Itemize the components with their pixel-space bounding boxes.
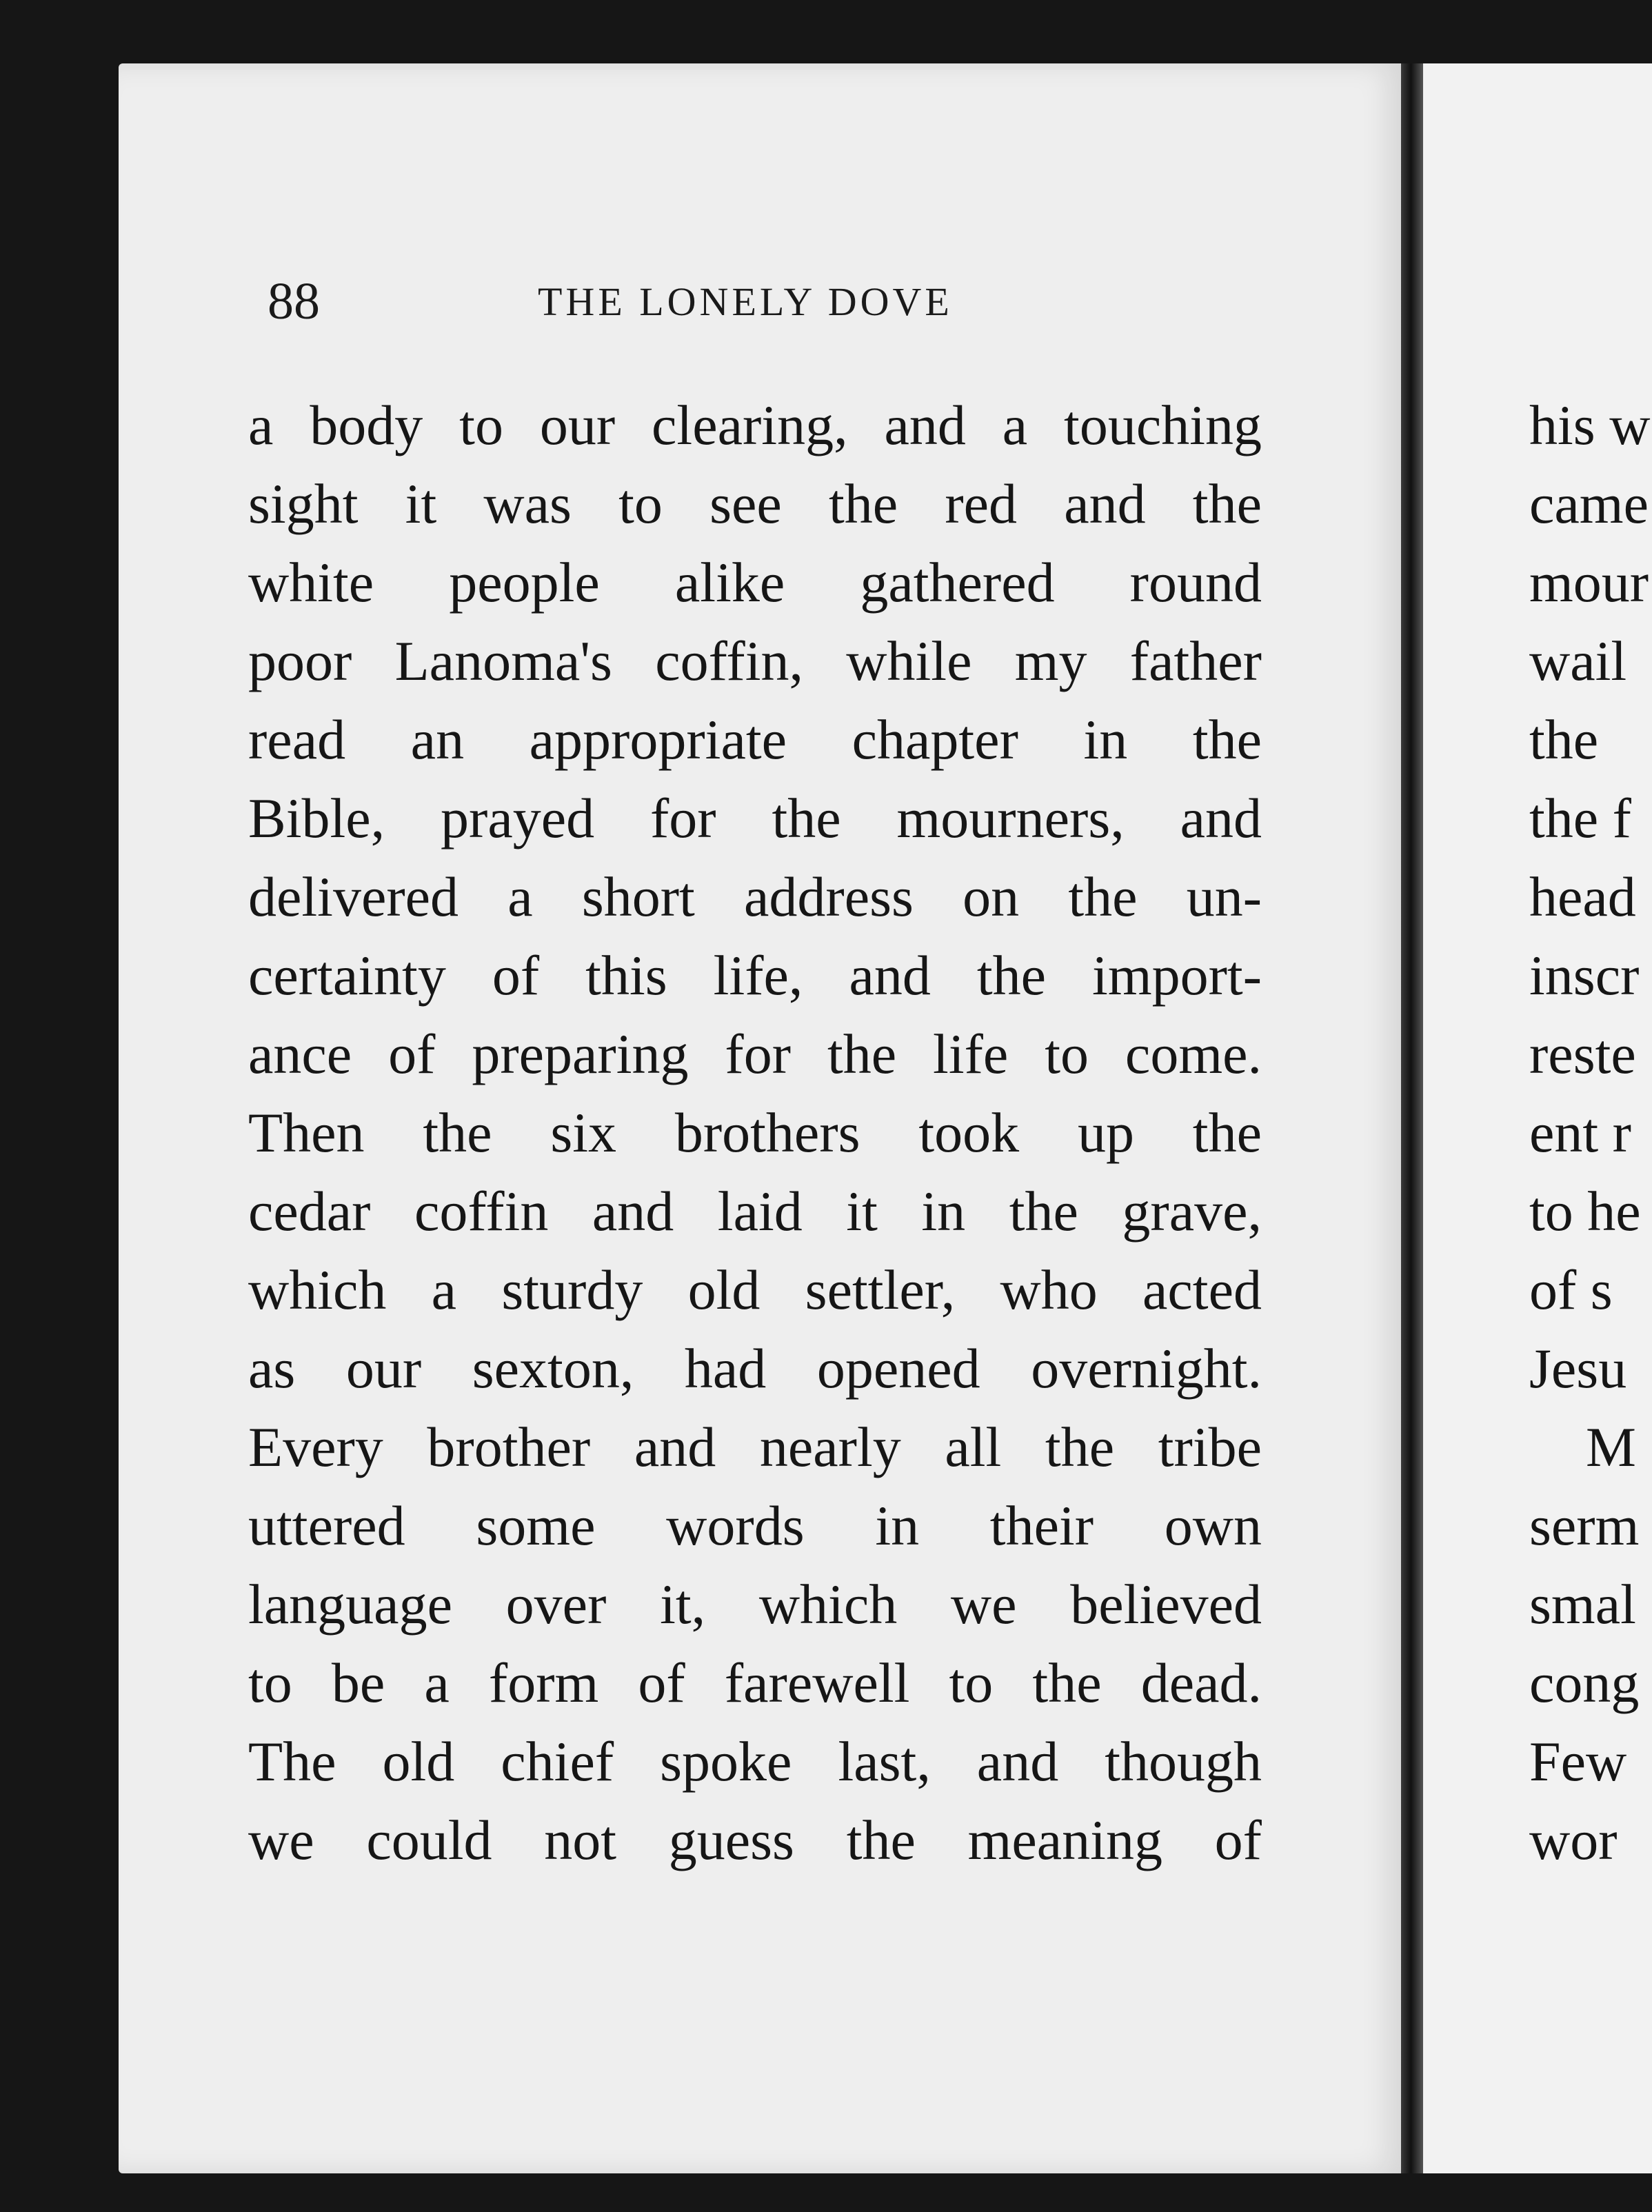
right-text-line: ent r xyxy=(1529,1101,1631,1164)
right-text-line: to he xyxy=(1529,1180,1641,1243)
text-line: Then the six brothers took up the xyxy=(248,1101,1262,1164)
text-line: delivered a short address on the un- xyxy=(248,865,1262,928)
right-page xyxy=(1423,63,1652,2173)
right-text-line: wail xyxy=(1529,630,1627,692)
right-text-line: Jesu xyxy=(1529,1337,1627,1400)
text-line: white people alike gathered round xyxy=(248,551,1262,614)
body-text xyxy=(248,386,1262,1880)
text-line: language over it, which we believed xyxy=(248,1573,1262,1636)
right-text-line: came xyxy=(1529,472,1649,535)
text-line: Bible, prayed for the mourners, and xyxy=(248,787,1262,849)
right-text-line: M xyxy=(1586,1416,1636,1478)
text-line: Every brother and nearly all the tribe xyxy=(248,1416,1262,1478)
right-text-line: mour xyxy=(1529,551,1649,614)
text-line: certainty of this life, and the import- xyxy=(248,944,1262,1007)
right-text-line: Few xyxy=(1529,1730,1627,1793)
right-text-line: cong xyxy=(1529,1651,1640,1714)
text-line: uttered some words in their own xyxy=(248,1494,1262,1557)
running-head xyxy=(268,270,1267,332)
text-line: ance of preparing for the life to come. xyxy=(248,1023,1262,1085)
right-page-text xyxy=(1529,386,1652,1880)
right-text-line: inscr xyxy=(1529,944,1640,1007)
running-title: THE LONELY DOVE xyxy=(538,279,953,324)
right-text-line: the f xyxy=(1529,787,1631,849)
book-gutter xyxy=(1401,63,1423,2173)
text-line: which a sturdy old settler, who acted xyxy=(248,1258,1262,1321)
text-line: read an appropriate chapter in the xyxy=(248,708,1262,771)
right-text-line: reste xyxy=(1529,1023,1636,1085)
page-number: 88 xyxy=(268,272,320,330)
text-line: a body to our clearing, and a touching xyxy=(248,394,1262,456)
text-line: to be a form of farewell to the dead. xyxy=(248,1651,1262,1714)
right-text-line: wor xyxy=(1529,1809,1618,1871)
text-line: we could not guess the meaning of xyxy=(248,1809,1262,1871)
text-line: as our sexton, had opened overnight. xyxy=(248,1337,1262,1400)
right-text-line: of s xyxy=(1529,1258,1613,1321)
text-line: The old chief spoke last, and though xyxy=(248,1730,1262,1793)
text-line: sight it was to see the red and the xyxy=(248,472,1262,535)
text-line: cedar coffin and laid it in the grave, xyxy=(248,1180,1262,1243)
right-text-line: the xyxy=(1529,708,1599,771)
text-line: poor Lanoma's coffin, while my father xyxy=(248,630,1262,692)
right-text-line: smal xyxy=(1529,1573,1636,1636)
right-text-line: head xyxy=(1529,865,1636,928)
right-text-line: serm xyxy=(1529,1494,1640,1557)
right-text-line: his w xyxy=(1529,394,1651,456)
